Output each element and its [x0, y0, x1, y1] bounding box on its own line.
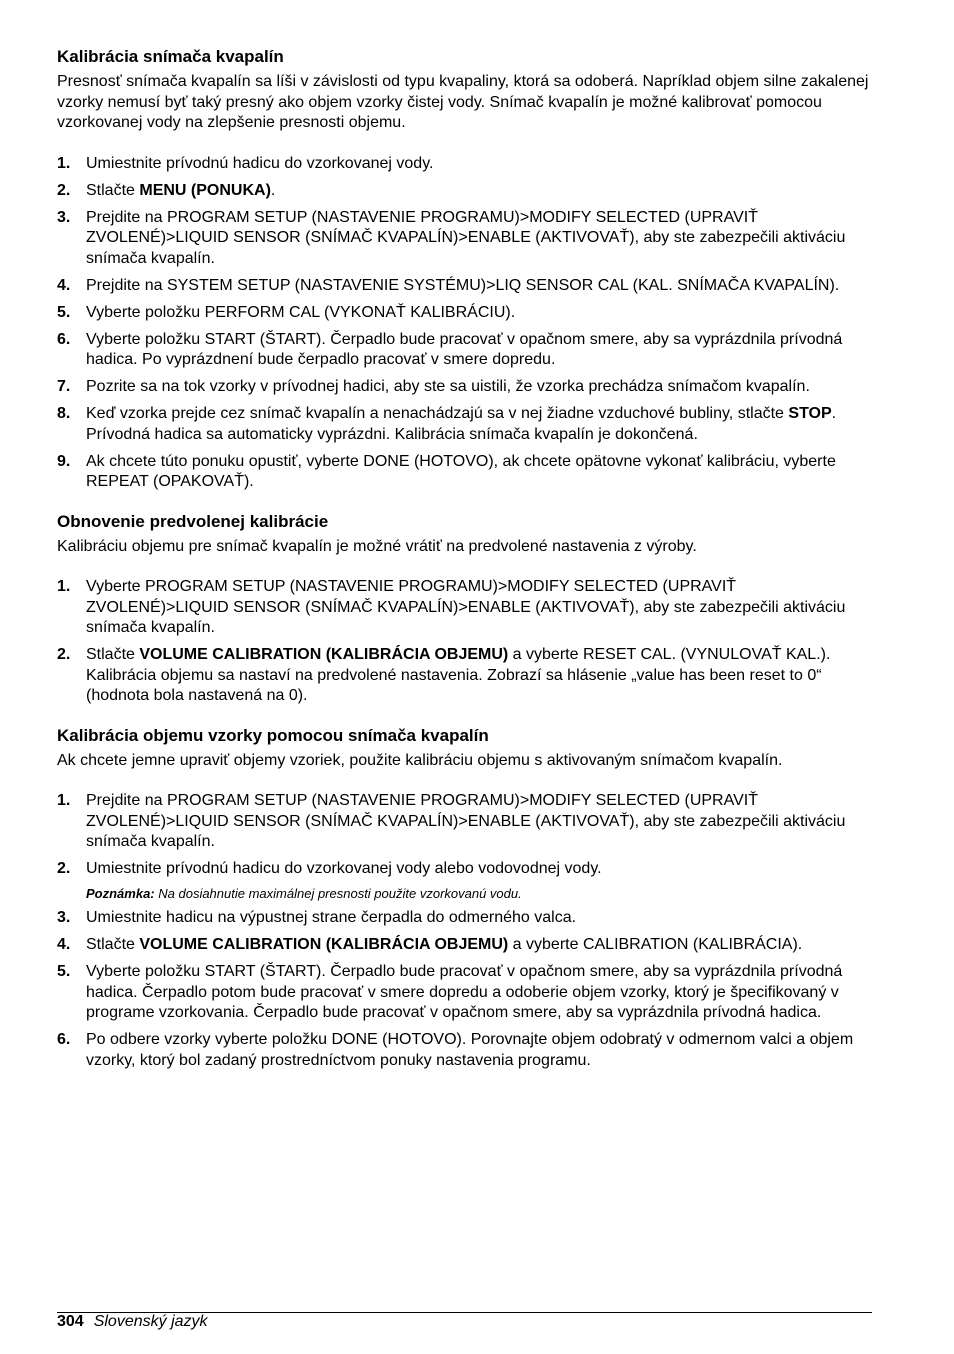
section-intro: Presnosť snímača kvapalín sa líši v závislosti od typu kvapaliny, ktorá sa odoberá. Napríklad objem silne zakalenej vzorky nemusí byť taký presný ako objem vzorky čistej vody. Snímač kvapalín je možné kalibrovať pomocou vzorkovanej vody na zlepšenie presnosti objemu.	[57, 73, 869, 131]
page-number: 304	[57, 1313, 84, 1330]
page-footer	[57, 1312, 208, 1332]
step-number: 9.	[57, 452, 71, 470]
step-text: Prejdite na PROGRAM SETUP (NASTAVENIE PROGRAMU)>MODIFY SELECTED (UPRAVIŤ ZVOLENÉ)>LIQUID SENSOR (SNÍMAČ KVAPALÍN)>ENABLE (AKTIVOVAŤ), aby ste zabezpečili aktiváciu snímača kvapalín.	[86, 792, 846, 850]
step-item	[57, 330, 869, 371]
step-text: Stlačte	[86, 936, 140, 953]
section-intro: Ak chcete jemne upraviť objemy vzoriek, použite kalibráciu objemu s aktivovaným snímačom kvapalín.	[57, 751, 783, 769]
step-item	[57, 962, 869, 1024]
step-text: a vyberte RESET CAL. (VYNULOVAŤ KAL.). Kalibrácia objemu sa nastaví na predvolené nastavenia. Zobrazí sa hlásenie „value has been reset to 0“ (hodnota bola nastavená na 0).	[86, 646, 831, 704]
step-text: Umiestnite hadicu na výpustnej strane čerpadla do odmerného valca.	[86, 909, 577, 926]
step-item	[57, 577, 869, 639]
step-number: 7.	[57, 378, 71, 395]
section-liquid-sensor-calibration	[57, 46, 869, 493]
note-text: Na dosiahnutie maximálnej presnosti použite vzorkovanú vodu.	[154, 886, 522, 901]
step-item	[57, 452, 869, 493]
section-heading: Kalibrácia snímača kvapalín	[57, 47, 284, 66]
step-text: Prejdite na SYSTEM SETUP (NASTAVENIE SYSTÉMU)>LIQ SENSOR CAL (KAL. SNÍMAČA KVAPALÍN).	[86, 276, 840, 294]
step-number: 2.	[57, 860, 71, 877]
step-item	[57, 208, 869, 270]
document-body	[57, 46, 869, 1089]
section-heading: Obnovenie predvolenej kalibrácie	[57, 511, 329, 531]
step-item	[57, 859, 869, 880]
step-emphasis: VOLUME CALIBRATION (KALIBRÁCIA OBJEMU)	[139, 936, 509, 953]
steps-list	[57, 154, 869, 493]
step-text: Stlačte	[86, 646, 140, 663]
section-intro: Kalibráciu objemu pre snímač kvapalín je možné vrátiť na predvolené nastavenia z výroby.	[57, 537, 697, 555]
step-text: Vyberte položku START (ŠTART). Čerpadlo bude pracovať v opačnom smere, aby sa vyprázdnila prívodná hadica. Čerpadlo potom bude pracovať v smere dopredu a odoberie objem vzorky, ktorý je špecifikovaný v programe vzorkovania. Čerpadlo bude pracovať v opačnom smere, aby sa vyprázdnila prívodná hadica.	[86, 963, 843, 1021]
step-number: 2.	[57, 646, 71, 663]
step-item	[57, 276, 869, 297]
step-item	[57, 935, 869, 956]
step-item	[57, 303, 869, 324]
step-item	[57, 181, 869, 202]
step-text: Umiestnite prívodnú hadicu do vzorkovanej vody.	[86, 154, 434, 172]
section-restore-default-calibration	[57, 511, 869, 707]
section-heading: Kalibrácia objemu vzorky pomocou snímača kvapalín	[57, 725, 489, 745]
step-note	[57, 885, 869, 903]
step-text: a vyberte CALIBRATION (KALIBRÁCIA).	[508, 936, 803, 953]
step-number: 5.	[57, 963, 71, 980]
step-emphasis: MENU (PONUKA)	[139, 181, 271, 199]
step-emphasis: VOLUME CALIBRATION (KALIBRÁCIA OBJEMU)	[139, 646, 509, 663]
step-number: 3.	[57, 208, 71, 226]
step-text: Pozrite sa na tok vzorky v prívodnej hadici, aby ste sa uistili, že vzorka prechádza snímačom kvapalín.	[86, 378, 810, 395]
step-number: 8.	[57, 405, 71, 422]
step-text: . Prívodná hadica sa automaticky vyprázdni. Kalibrácia snímača kvapalín je dokončená.	[86, 405, 837, 443]
step-item	[57, 791, 869, 853]
section-volume-calibration	[57, 725, 869, 1072]
step-text: Vyberte položku START (ŠTART). Čerpadlo bude pracovať v opačnom smere, aby sa vyprázdnila prívodná hadica. Po vyprázdnení bude čerpadlo pracovať v smere dopredu.	[86, 330, 843, 368]
step-text: Keď vzorka prejde cez snímač kvapalín a nenachádzajú sa v nej žiadne vzduchové bubliny, stlačte	[86, 405, 789, 422]
step-text: Umiestnite prívodnú hadicu do vzorkovanej vody alebo vodovodnej vody.	[86, 860, 602, 877]
step-number: 6.	[57, 330, 71, 348]
note-label: Poznámka:	[86, 886, 155, 901]
step-number: 1.	[57, 578, 71, 595]
step-number: 6.	[57, 1031, 71, 1048]
step-item	[57, 154, 869, 175]
step-text: Vyberte PROGRAM SETUP (NASTAVENIE PROGRAMU)>MODIFY SELECTED (UPRAVIŤ ZVOLENÉ)>LIQUID SENSOR (SNÍMAČ KVAPALÍN)>ENABLE (AKTIVOVAŤ), aby ste zabezpečili aktiváciu snímača kvapalín.	[86, 578, 846, 636]
step-number: 4.	[57, 936, 71, 953]
footer-language: Slovenský jazyk	[93, 1313, 208, 1330]
step-item	[57, 645, 869, 707]
step-item	[57, 1030, 869, 1071]
step-text: Vyberte položku PERFORM CAL (VYKONAŤ KALIBRÁCIU).	[86, 303, 516, 321]
step-item	[57, 908, 869, 929]
step-number: 4.	[57, 276, 71, 294]
steps-list	[57, 577, 869, 707]
step-number: 1.	[57, 154, 71, 172]
step-text: Stlačte	[86, 181, 140, 199]
step-emphasis: STOP	[788, 405, 832, 422]
step-item	[57, 404, 869, 445]
steps-list	[57, 791, 869, 1071]
step-number: 5.	[57, 303, 71, 321]
step-text: Prejdite na PROGRAM SETUP (NASTAVENIE PROGRAMU)>MODIFY SELECTED (UPRAVIŤ ZVOLENÉ)>LIQUID SENSOR (SNÍMAČ KVAPALÍN)>ENABLE (AKTIVOVAŤ), aby ste zabezpečili aktiváciu snímača kvapalín.	[86, 208, 846, 267]
step-number: 3.	[57, 909, 71, 926]
step-item	[57, 377, 869, 398]
step-number: 2.	[57, 181, 71, 199]
step-number: 1.	[57, 792, 71, 809]
step-text: Po odbere vzorky vyberte položku DONE (HOTOVO). Porovnajte objem odobratý v odmernom valci a objem vzorky, ktorý bol zadaný prostredníctvom ponuky nastavenia programu.	[86, 1031, 854, 1069]
step-text: .	[270, 181, 276, 199]
step-text: Ak chcete túto ponuku opustiť, vyberte DONE (HOTOVO), ak chcete opätovne vykonať kalibráciu, vyberte REPEAT (OPAKOVAŤ).	[86, 452, 836, 490]
